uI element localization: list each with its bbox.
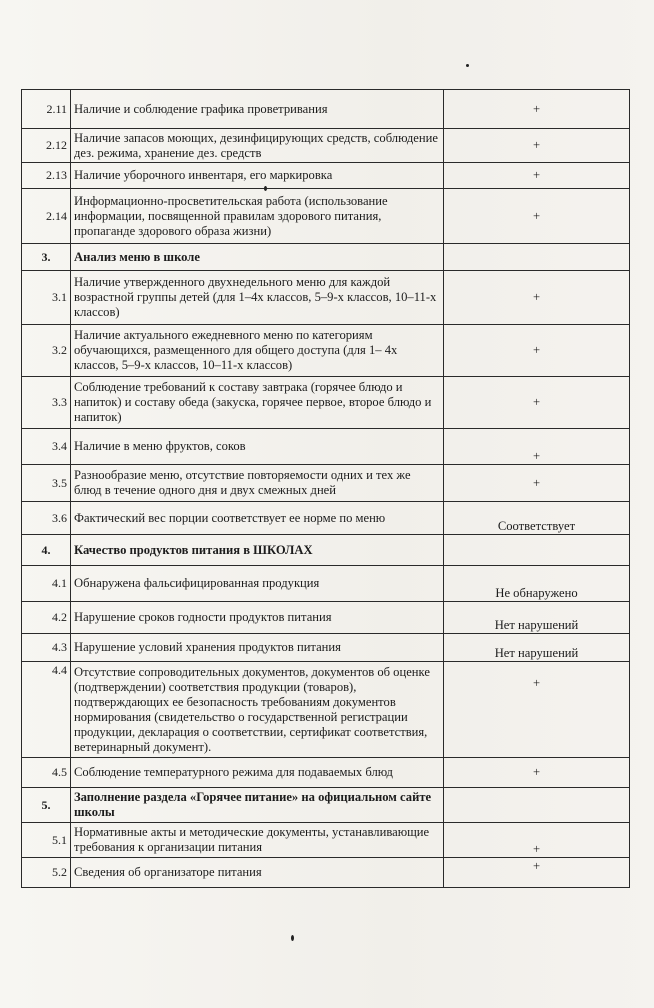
row-number: 3.5 bbox=[22, 465, 71, 502]
section-header-row bbox=[22, 535, 630, 566]
row-number: 4.3 bbox=[22, 634, 71, 662]
table-row bbox=[22, 90, 630, 129]
table-row bbox=[22, 823, 630, 858]
row-result: + bbox=[444, 163, 630, 189]
row-number: 2.13 bbox=[22, 163, 71, 189]
row-criterion: Наличие актуального ежедневного меню по категориям обучающихся, размещенного для общего доступа (для 1– 4х классов, 5–9-х классов, 10–11-х классов) bbox=[71, 325, 444, 377]
table-row bbox=[22, 325, 630, 377]
table-row bbox=[22, 163, 630, 189]
table-row bbox=[22, 566, 630, 602]
row-result: + bbox=[444, 429, 630, 465]
row-result bbox=[444, 244, 630, 271]
row-criterion: Соблюдение требований к составу завтрака (горячее блюдо и напиток) и составу обеда (закуска, горячее первое, второе блюдо и напиток) bbox=[71, 377, 444, 429]
row-result: + bbox=[444, 325, 630, 377]
section-title: Анализ меню в школе bbox=[71, 244, 444, 271]
row-criterion: Нормативные акты и методические документы, устанавливающие требования к организации питания bbox=[71, 823, 444, 858]
row-result: + bbox=[444, 189, 630, 244]
row-result: + bbox=[444, 271, 630, 325]
row-number: 4.5 bbox=[22, 758, 71, 788]
row-result: + bbox=[444, 90, 630, 129]
checklist-table bbox=[21, 89, 630, 888]
row-number: 5.2 bbox=[22, 858, 71, 888]
scan-speck bbox=[291, 935, 294, 941]
row-number: 4.2 bbox=[22, 602, 71, 634]
row-criterion: Наличие уборочного инвентаря, его маркировка bbox=[71, 163, 444, 189]
section-title: Качество продуктов питания в ШКОЛАХ bbox=[71, 535, 444, 566]
row-number: 2.12 bbox=[22, 129, 71, 163]
row-result: Нет нарушений bbox=[444, 602, 630, 634]
row-criterion: Фактический вес порции соответствует ее норме по меню bbox=[71, 502, 444, 535]
row-result bbox=[444, 788, 630, 823]
row-number: 3.1 bbox=[22, 271, 71, 325]
row-number: 4.4 bbox=[22, 662, 71, 758]
table-row bbox=[22, 602, 630, 634]
section-header-row bbox=[22, 244, 630, 271]
table-row bbox=[22, 377, 630, 429]
row-number: 5.1 bbox=[22, 823, 71, 858]
row-criterion: Наличие утвержденного двухнедельного меню для каждой возрастной группы детей (для 1–4х классов, 5–9-х классов, 10–11-х классов) bbox=[71, 271, 444, 325]
section-number: 3. bbox=[22, 244, 71, 271]
section-header-row bbox=[22, 788, 630, 823]
row-result: + bbox=[444, 858, 630, 888]
row-number: 2.11 bbox=[22, 90, 71, 129]
row-result: Нет нарушений bbox=[444, 634, 630, 662]
row-number: 2.14 bbox=[22, 189, 71, 244]
section-number: 5. bbox=[22, 788, 71, 823]
row-number: 3.3 bbox=[22, 377, 71, 429]
table-row bbox=[22, 858, 630, 888]
row-result: Соответствует bbox=[444, 502, 630, 535]
row-criterion: Отсутствие сопроводительных документов, документов об оценке (подтверждении) соответствия продукции (товаров), подтверждающих ее безопасность требованиям документов нормирования (свидетельство о государственной регистрации продукции, декларация о соответствии, сертификат соответствия, ветеринарный документ). bbox=[71, 662, 444, 758]
row-number: 3.2 bbox=[22, 325, 71, 377]
table-row bbox=[22, 634, 630, 662]
row-criterion: Наличие и соблюдение графика проветривания bbox=[71, 90, 444, 129]
table-row bbox=[22, 758, 630, 788]
row-result: + bbox=[444, 129, 630, 163]
section-number: 4. bbox=[22, 535, 71, 566]
scan-speck bbox=[264, 186, 267, 191]
row-criterion: Обнаружена фальсифицированная продукция bbox=[71, 566, 444, 602]
row-criterion: Соблюдение температурного режима для подаваемых блюд bbox=[71, 758, 444, 788]
row-criterion: Нарушение сроков годности продуктов питания bbox=[71, 602, 444, 634]
row-result: Не обнаружено bbox=[444, 566, 630, 602]
row-result: + bbox=[444, 465, 630, 502]
table-row bbox=[22, 429, 630, 465]
row-result: + bbox=[444, 377, 630, 429]
table-row bbox=[22, 662, 630, 758]
row-criterion: Информационно-просветительская работа (использование информации, посвященной правилам здорового питания, пропаганде здорового образа жизни) bbox=[71, 189, 444, 244]
row-criterion: Наличие запасов моющих, дезинфицирующих средств, соблюдение дез. режима, хранение дез. средств bbox=[71, 129, 444, 163]
table-row bbox=[22, 129, 630, 163]
table-row bbox=[22, 465, 630, 502]
scan-speck bbox=[466, 64, 469, 67]
row-number: 4.1 bbox=[22, 566, 71, 602]
row-number: 3.6 bbox=[22, 502, 71, 535]
row-result: + bbox=[444, 662, 630, 758]
row-result: + bbox=[444, 758, 630, 788]
row-criterion: Сведения об организаторе питания bbox=[71, 858, 444, 888]
row-criterion: Разнообразие меню, отсутствие повторяемости одних и тех же блюд в течение одного дня и двух смежных дней bbox=[71, 465, 444, 502]
row-result: + bbox=[444, 823, 630, 858]
table-row bbox=[22, 189, 630, 244]
table-row bbox=[22, 271, 630, 325]
row-criterion: Нарушение условий хранения продуктов питания bbox=[71, 634, 444, 662]
row-result bbox=[444, 535, 630, 566]
section-title: Заполнение раздела «Горячее питание» на официальном сайте школы bbox=[71, 788, 444, 823]
table-row bbox=[22, 502, 630, 535]
row-number: 3.4 bbox=[22, 429, 71, 465]
row-criterion: Наличие в меню фруктов, соков bbox=[71, 429, 444, 465]
